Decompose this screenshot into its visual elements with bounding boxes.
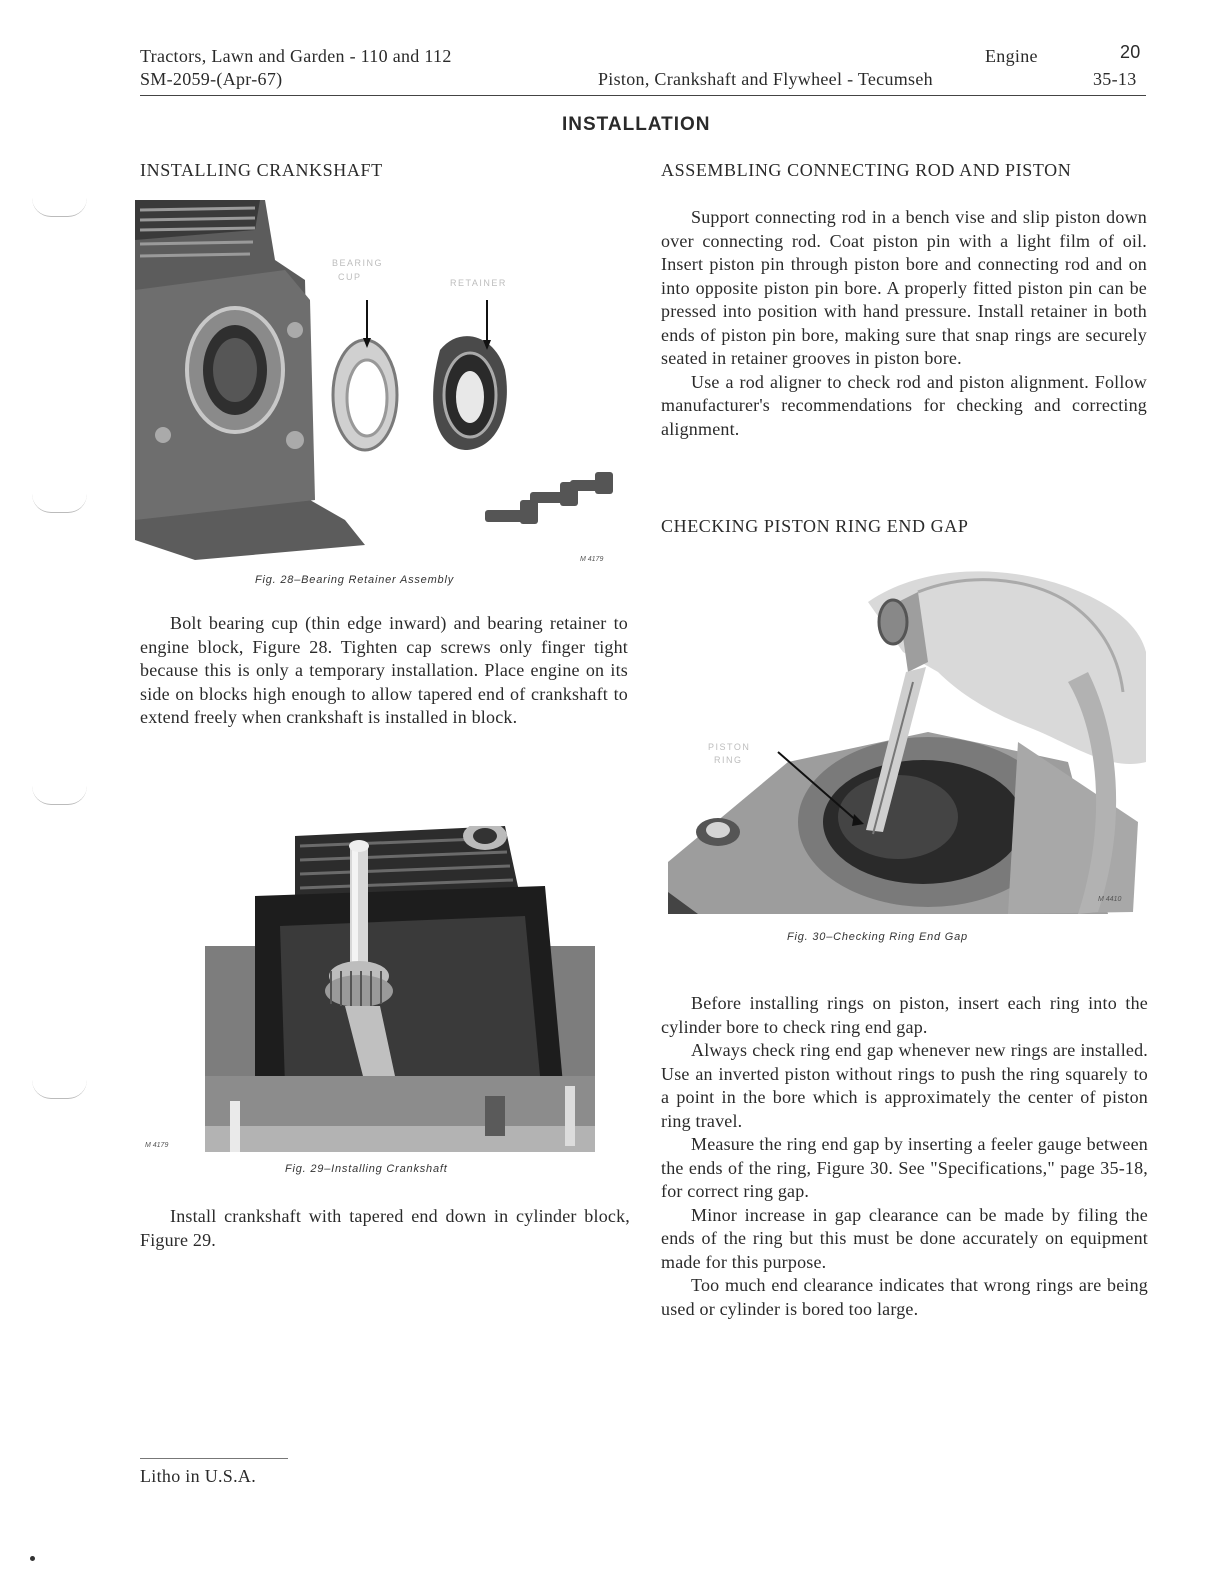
fig29-caption: Fig. 29–Installing Crankshaft xyxy=(285,1163,448,1175)
header-page-number: 35-13 xyxy=(1093,69,1137,89)
margin-mark xyxy=(32,1080,87,1099)
fig28-label-retainer: RETAINER xyxy=(450,278,507,288)
scan-speck xyxy=(30,1556,35,1561)
margin-mark xyxy=(32,198,87,217)
fig30-photo xyxy=(668,562,1148,914)
fig28-caption: Fig. 28–Bearing Retainer Assembly xyxy=(255,574,455,586)
section-title: INSTALLATION xyxy=(562,114,711,135)
heading-installing-crankshaft: INSTALLING CRANKSHAFT xyxy=(140,160,383,180)
fig29-code: M 4179 xyxy=(145,1142,169,1149)
fig28-label-bearing: BEARING xyxy=(332,258,384,268)
heading-assembling-rod: ASSEMBLING CONNECTING ROD AND PISTON xyxy=(661,160,1072,180)
footer-litho: Litho in U.S.A. xyxy=(140,1466,257,1486)
para-assembling-rod: Support connecting rod in a bench vise and slip piston down over connecting rod. Coat piston pin with a light film of oil. Insert piston pin through piston bore and connecting rod and on into opposite piston pin bore. A properly fitted piston pin can be pressed into position with hand pressure. Install retainer in both ends of piston pin bore, making sure that snap rings are securely seated in retainer grooves in piston bore. Use a rod aligner to check rod and piston alignment. Follow manufacturer's recommendations for checking and correcting alignment. xyxy=(661,207,1147,439)
fig30-code: M 4410 xyxy=(1098,896,1122,903)
para-ring-gap: Before installing rings on piston, insert each ring into the cylinder bore to check ring end gap. Always check ring end gap whenever new rings are installed. Use an inverted piston without rings to push the ring squarely to a point in the bore which is approximately the center of piston ring travel. Measure the ring end gap by inserting a feeler gauge between the ends of the ring, Figure 30. See "Specifications," page 35-18, for correct ring gap. Minor increase in gap clearance can be made by filing the ends of the ring but this must be done accurately on equipment made for this purpose. Too much end clearance indicates that wrong rings are being used or cylinder is bored too large. xyxy=(661,993,1148,1319)
fig29-photo xyxy=(145,826,595,1152)
header-manual-number: SM-2059-(Apr-67) xyxy=(140,69,283,89)
fig28-photo xyxy=(135,200,627,570)
header-subsection: Piston, Crankshaft and Flywheel - Tecumseh xyxy=(598,69,933,89)
header-page-badge: 20 xyxy=(1120,42,1141,62)
fig28-code: M 4179 xyxy=(580,556,604,563)
margin-mark xyxy=(32,494,87,513)
header-rule xyxy=(140,95,1146,96)
footer-rule xyxy=(140,1458,288,1459)
heading-checking-ring-gap: CHECKING PISTON RING END GAP xyxy=(661,516,969,536)
fig30-label-ring: RING xyxy=(714,755,743,765)
header-section: Engine xyxy=(985,46,1038,66)
margin-mark xyxy=(32,786,87,805)
fig30-label-piston: PISTON xyxy=(708,742,751,752)
fig30-caption: Fig. 30–Checking Ring End Gap xyxy=(787,931,968,943)
header-publication: Tractors, Lawn and Garden - 110 and 112 xyxy=(140,46,452,66)
para-install-crankshaft: Install crankshaft with tapered end down in cylinder block, Figure 29. xyxy=(140,1206,630,1250)
fig28-label-cup: CUP xyxy=(338,272,362,282)
para-bolt-bearing-cup: Bolt bearing cup (thin edge inward) and bearing retainer to engine block, Figure 28. Tighten cap screws only finger tight because this is only a temporary installation. Place engine on its side on blocks high enough to allow tapered end of crankshaft to extend freely when crankshaft is installed in block. xyxy=(140,613,628,727)
